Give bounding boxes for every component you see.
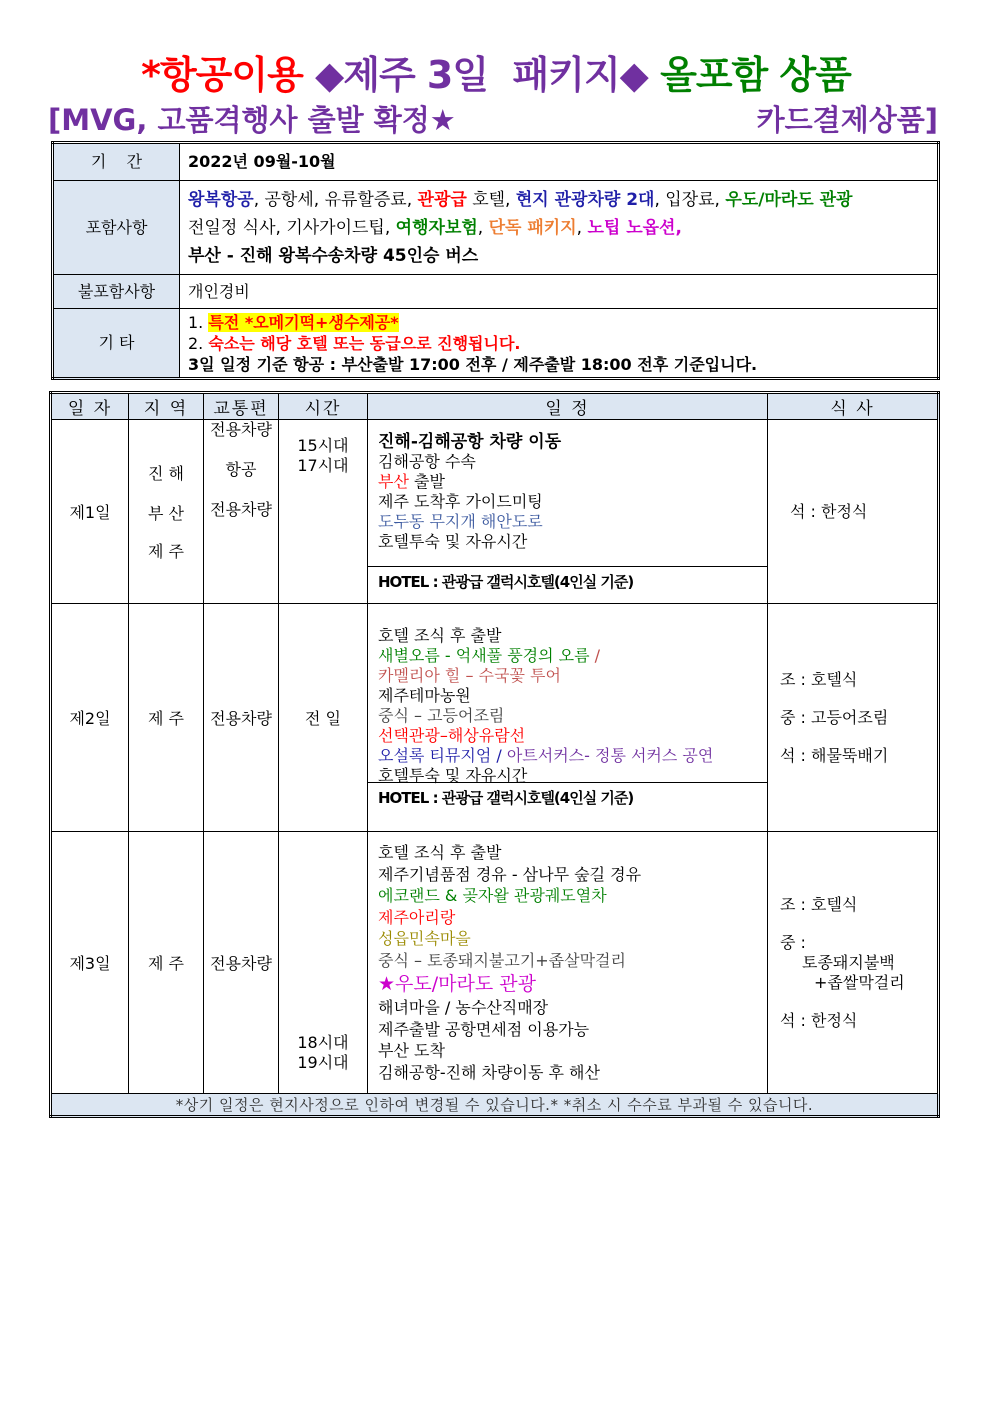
sub-title [48, 98, 938, 138]
day1-region-1: 진 해 [148, 463, 184, 483]
day2-item-slash: / [589, 646, 601, 665]
schedule-table [49, 391, 940, 1118]
etc-num-1: 1. [188, 312, 209, 332]
day3-itinerary [368, 832, 768, 1094]
day2-transport: 전용차량 [204, 604, 279, 832]
day2-item-circus: 아트서커스- 정통 서커스 공연 [506, 746, 714, 765]
etc-num-2: 2. [188, 333, 209, 353]
day1-regions [129, 420, 204, 604]
exclude-label: 불포함사항 [53, 275, 180, 309]
exclude-value: 개인경비 [180, 275, 939, 309]
header-itinerary: 일 정 [368, 393, 768, 420]
day3-item-udo: ★우도/마라도 관광 [378, 973, 536, 995]
day2-item-1: 호텔 조식 후 출발 [378, 626, 502, 645]
day2-hotel: HOTEL : 관광급 갤럭시호텔(4인실 기준) [368, 782, 767, 812]
day1-item-4: 제주 도착후 가이드미팅 [378, 492, 543, 511]
day1-item-5: 도두동 무지개 해안도로 [378, 512, 543, 531]
day2-item-hotel-stay: 호텔투숙 및 자유시간 [378, 766, 528, 785]
day1-hotel: HOTEL : 관광급 갤럭시호텔(4인실 기준) [368, 566, 767, 596]
day2-time: 전 일 [279, 604, 368, 832]
day3-item-arrive: 부산 도착 [378, 1041, 445, 1060]
day3-meal-lunch-2: +좁쌀막걸리 [814, 972, 905, 992]
header-meal: 식 사 [768, 393, 939, 420]
day2-meal-dinner: 석 : 해물뚝배기 [780, 745, 889, 765]
title-package: 패키지◆ [512, 53, 648, 97]
day2-label: 제2일 [51, 604, 129, 832]
day2-region: 제 주 [129, 604, 204, 832]
day2-itinerary [368, 604, 768, 832]
etc-hotel-note: 숙소는 해당 호텔 또는 동급으로 진행됩니다. [208, 333, 521, 353]
main-title [0, 44, 992, 99]
day3-region: 제 주 [129, 832, 204, 1094]
day3-label: 제3일 [51, 832, 129, 1094]
day1-item-busan: 부산 [378, 472, 409, 491]
period-value: 2022년 09월-10월 [180, 143, 939, 181]
day2-item-osulloc: 오설록 티뮤지엄 / [378, 746, 507, 765]
day3-item-lunch: 중식 – 토종돼지불고기+좁살막걸리 [378, 950, 626, 970]
day3-meal-lunch-label: 중 : [780, 932, 806, 952]
include-hotel-grade: 관광급 [417, 189, 467, 210]
day3-item-2: 제주기념품점 경유 - 삼나무 숲길 경유 [378, 864, 642, 884]
title-jeju: ◆제주 3일 [315, 53, 489, 97]
day3-item-haenyeo: 해녀마을 / 농수산직매장 [378, 998, 549, 1017]
etc-flight-note: 3일 일정 기준 항공 : 부산출발 17:00 전후 / 제주출발 18:00 전후 기준입니다. [188, 354, 758, 374]
day2-item-camellia: 카멜리아 힐 – 수국꽃 투어 [378, 666, 561, 685]
day1-time-1: 15시대 [297, 436, 349, 455]
title-flight: *항공이용 [141, 53, 303, 97]
day3-meals [768, 832, 939, 1094]
include-value [180, 181, 939, 275]
day2-item-lunch: 중식 – 고등어조림 [378, 706, 505, 725]
day1-transport-3: 전용차량 [210, 500, 272, 519]
day1-transport [204, 420, 279, 604]
day2-meal-breakfast: 조 : 호텔식 [780, 669, 858, 689]
day2-row [51, 604, 939, 832]
include-exclusive: 단독 패키지 [488, 217, 577, 238]
etc-value [180, 309, 939, 379]
day2-item-cruise: 선택관광–해상유람선 [378, 726, 526, 745]
day3-transport: 전용차량 [204, 832, 279, 1094]
day1-times [279, 420, 368, 604]
include-udo: 우도/마라도 관광 [725, 189, 853, 210]
day3-times [279, 832, 368, 1094]
day1-item-1: 진해-김해공항 차량 이동 [378, 432, 562, 452]
day1-meal [768, 420, 939, 604]
day1-item-2: 김해공항 수속 [378, 452, 476, 471]
day3-item-disband: 김해공항-진해 차량이동 후 해산 [378, 1062, 600, 1082]
include-notip: 노팁 노옵션, [587, 217, 682, 238]
day1-region-2: 부 산 [148, 503, 184, 523]
day2-item-farm: 제주테마농원 [378, 686, 471, 705]
etc-bonus: 특전 *오메기떡+생수제공* [208, 312, 399, 332]
header-region: 지 역 [129, 393, 204, 420]
sub-title-left: [MVG, 고품격행사 출발 확정★ [48, 103, 456, 137]
include-text-1: , 공항세, 유류할증료, [253, 189, 418, 210]
day2-item-saebyeol: 새별오름 - 억새풀 풍경의 오름 [378, 646, 590, 665]
include-text-3: , 입장료, [654, 189, 726, 210]
day2-meal-lunch: 중 : 고등어조림 [780, 707, 889, 727]
include-vehicle: 현지 관광차량 2대 [515, 189, 655, 210]
include-bus: 부산 - 진해 왕복수송차량 45인승 버스 [188, 245, 479, 266]
include-roundtrip: 왕복항공 [188, 189, 254, 210]
day1-row [51, 420, 939, 604]
day3-item-ecoland: 에코랜드 & 곶자왈 관광궤도열차 [378, 886, 607, 905]
day3-meal-breakfast: 조 : 호텔식 [780, 894, 858, 914]
schedule-footer-note: *상기 일정은 현지사정으로 인하여 변경될 수 있습니다.* *취소 시 수수료 부과될 수 있습니다. [51, 1094, 939, 1117]
header-transport: 교통편 [204, 393, 279, 420]
info-table [51, 141, 940, 380]
include-insurance: 여행자보험 [395, 217, 478, 238]
include-text-4: 전일정 식사, 기사가이드팁, [188, 217, 396, 238]
include-text-2: 호텔, [466, 189, 516, 210]
day2-meals [768, 604, 939, 832]
day1-transport-1: 전용차량 [210, 420, 272, 439]
day1-time-2: 17시대 [297, 456, 349, 475]
day1-meal-dinner: 석 : 한정식 [790, 501, 868, 521]
include-label: 포함사항 [53, 181, 180, 275]
day3-item-seongeup: 성읍민속마을 [378, 929, 471, 948]
day1-itinerary [368, 420, 768, 604]
day1-transport-2: 항공 [225, 460, 257, 479]
day1-item-depart: 출발 [408, 472, 445, 491]
header-day: 일 자 [51, 393, 129, 420]
sub-title-right: 카드결제상품] [756, 103, 938, 137]
include-text-5: , [477, 217, 489, 238]
day3-item-1: 호텔 조식 후 출발 [378, 843, 502, 862]
day3-item-arirang: 제주아리랑 [378, 907, 456, 927]
day3-meal-lunch-1: 토종돼지불백 [802, 952, 895, 972]
etc-label: 기 타 [53, 309, 180, 379]
header-time: 시간 [279, 393, 368, 420]
day1-label: 제1일 [51, 420, 129, 604]
day3-time-1: 18시대 [297, 1033, 349, 1052]
day3-item-dutyfree: 제주출발 공항면세점 이용가능 [378, 1019, 590, 1039]
day3-meal-dinner: 석 : 한정식 [780, 1010, 858, 1030]
title-all-inclusive: 올포함 상품 [660, 53, 851, 97]
period-label: 기 간 [53, 143, 180, 181]
include-text-6: , [576, 217, 588, 238]
day1-item-6: 호텔투숙 및 자유시간 [378, 532, 528, 551]
day1-region-3: 제 주 [148, 541, 184, 561]
day3-row [51, 832, 939, 1094]
day3-time-2: 19시대 [297, 1053, 349, 1072]
